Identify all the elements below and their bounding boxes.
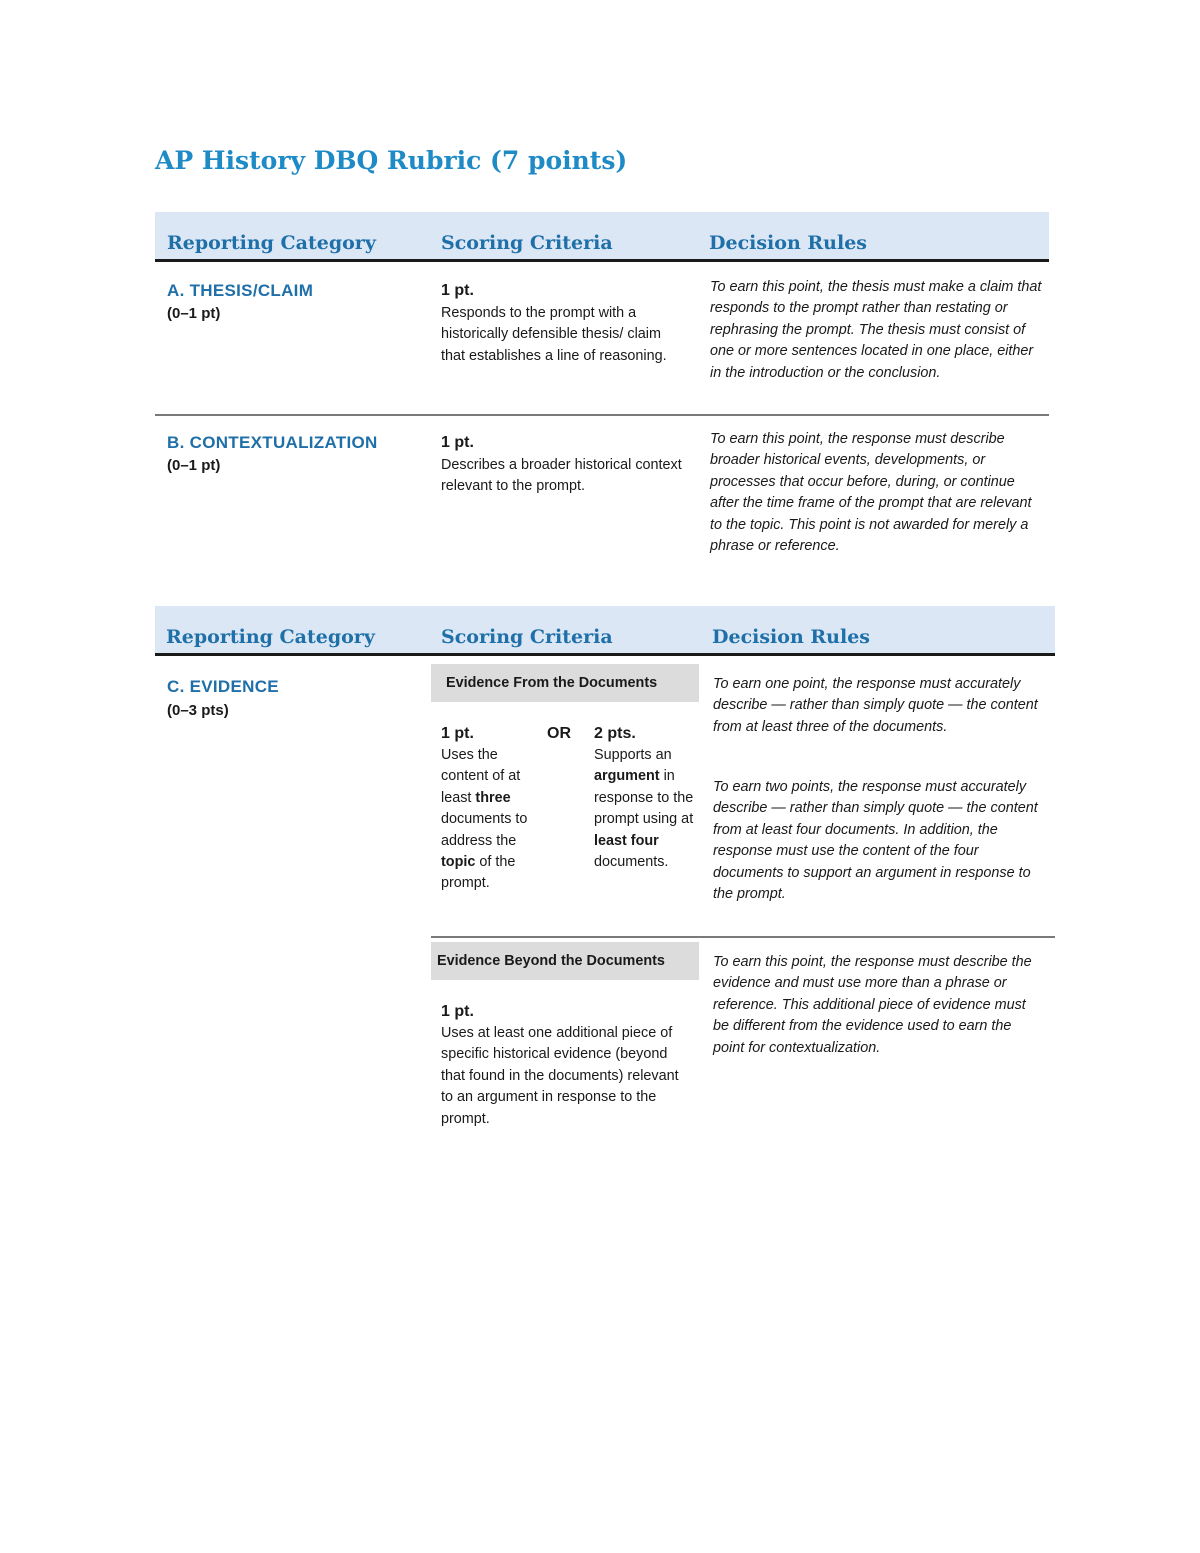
header-scoring-criteria: Scoring Criteria [441,626,613,648]
category-evidence: C. EVIDENCE [167,677,279,696]
rule-thesis: To earn this point, the thesis must make a claim that responds to the prompt rather than restating or rephrasing the prompt. The thesis must consist of one or more sentences located in one place, either in the introduction or the conclusion. [710,279,1042,381]
header-reporting-category: Reporting Category [166,626,375,648]
points-thesis: 1 pt. [441,282,474,299]
points-evidence-two: 2 pts. [594,725,636,742]
subheader-evidence-from-documents: Evidence From the Documents [431,664,699,702]
rule-evidence-one: To earn one point, the response must accurately describe — rather than simply quote — the content from at least three of the documents. [713,676,1038,735]
points-evidence-one: 1 pt. [441,725,474,742]
criteria-evidence-one: Uses the content of at least three documents to address the topic of the prompt. [441,747,528,892]
range-contextualization: (0–1 pt) [167,457,221,474]
category-thesis: A. THESIS/CLAIM [167,281,314,300]
criteria-thesis: Responds to the prompt with a historically defensible thesis/ claim that establishes a line of reasoning. [441,305,667,364]
criteria-evidence-two: Supports an argument in response to the prompt using at least four documents. [594,747,694,871]
subheader-evidence-beyond-documents: Evidence Beyond the Documents [431,942,699,980]
header-reporting-category: Reporting Category [167,232,376,254]
points-contextualization: 1 pt. [441,434,474,451]
rule-evidence-beyond: To earn this point, the response must describe the evidence and must use more than a phrase or reference. This additional piece of evidence must be different from the evidence used to earn the point for contextualization. [713,954,1032,1056]
header-scoring-criteria: Scoring Criteria [441,232,613,254]
header-decision-rules: Decision Rules [712,626,870,648]
header-decision-rules: Decision Rules [709,232,867,254]
table-header-2 [155,606,1055,656]
points-evidence-beyond: 1 pt. [441,1003,474,1020]
table-header-1 [155,212,1049,262]
row-divider [155,414,1049,416]
or-label: OR [547,725,571,742]
criteria-evidence-beyond: Uses at least one additional piece of specific historical evidence (beyond that found in the documents) relevant to an argument in response to the prompt. [441,1025,679,1127]
category-contextualization: B. CONTEXTUALIZATION [167,433,378,452]
rule-evidence-two: To earn two points, the response must accurately describe — rather than simply quote — the content from at least four documents. In addition, the response must use the content of the four documents to support an argument in response to the prompt. [713,779,1038,903]
range-evidence: (0–3 pts) [167,702,229,719]
criteria-contextualization: Describes a broader historical context relevant to the prompt. [441,457,682,495]
page-title: AP History DBQ Rubric (7 points) [155,146,628,175]
row-divider [431,936,1055,938]
range-thesis: (0–1 pt) [167,305,221,322]
rule-contextualization: To earn this point, the response must describe broader historical events, developments, or processes that occur before, during, or continue after the time frame of the prompt that are relevant to the topic. This point is not awarded for merely a phrase or reference. [710,431,1032,555]
